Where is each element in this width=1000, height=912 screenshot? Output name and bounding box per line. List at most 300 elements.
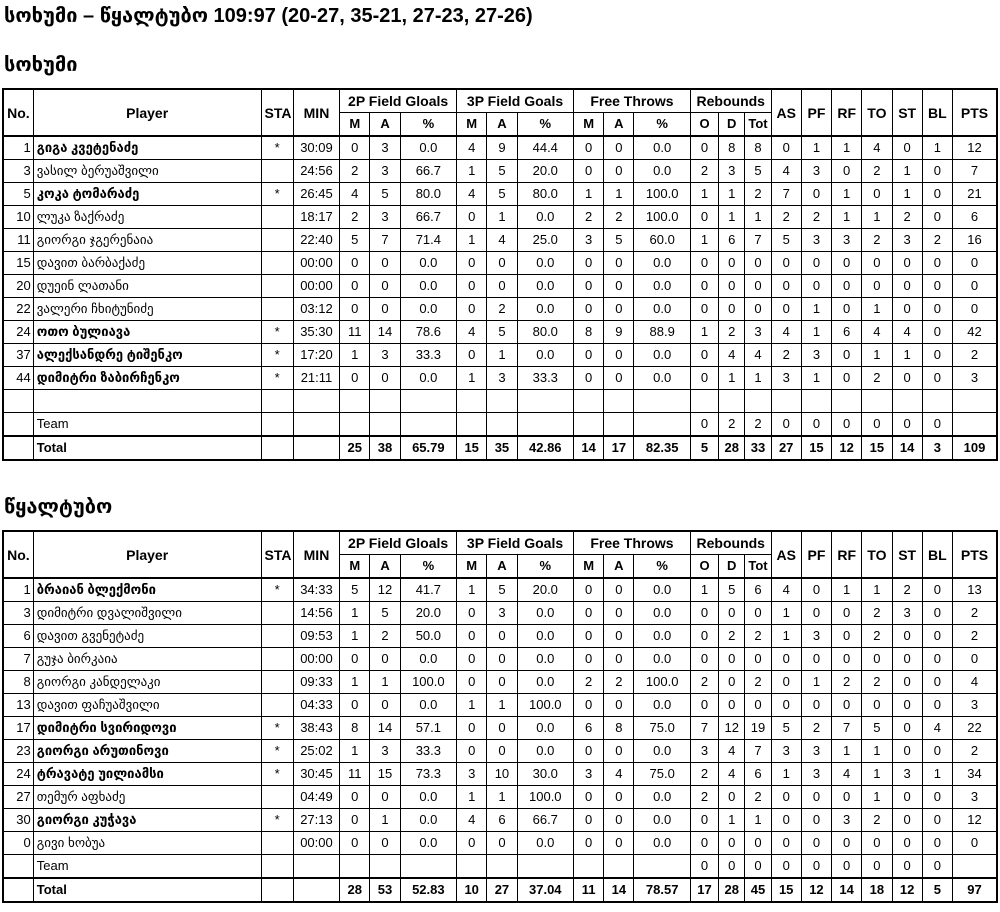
stat-pf: 0 [801,832,831,855]
col-subheader-d: D [719,113,745,137]
stat-d: 0 [719,602,745,625]
header-row [3,531,997,555]
stat-st: 0 [892,298,922,321]
total-a2: 38 [370,436,400,460]
stat-as: 1 [771,763,801,786]
stat-p3: 0.0 [517,740,573,763]
col-group-reb: Rebounds [690,89,771,113]
stat-to: 2 [862,671,892,694]
stat-bl: 4 [922,717,952,740]
stat-a3: 6 [487,809,517,832]
stat-pf_pct: 0.0 [634,648,690,671]
stat-bl: 0 [922,183,952,206]
stat-as: 0 [771,671,801,694]
total-pts: 109 [952,436,997,460]
stat-o: 1 [690,183,718,206]
player-name: დავით ფაჩუაშვილი [33,694,261,717]
stat-p3 [517,390,573,413]
stat-rf: 0 [832,252,862,275]
col-header-to: TO [862,89,892,136]
stat-as: 0 [771,786,801,809]
col-subheader-pct: % [517,555,573,579]
stat-d: 4 [719,344,745,367]
stat-m3: 0 [457,832,487,855]
stat-af: 0 [604,275,634,298]
player-row [3,160,997,183]
player-number: 37 [3,344,33,367]
stat-pf_pct: 0.0 [634,298,690,321]
stat-pts: 0 [952,832,997,855]
stat-a2: 0 [370,832,400,855]
stat-to: 4 [862,321,892,344]
player-name: დიმიტრი დვალიშვილი [33,602,261,625]
stat-o: 7 [690,717,718,740]
stat-af: 0 [604,578,634,602]
stat-as: 2 [771,344,801,367]
stat-mf: 0 [574,694,604,717]
stat-pf_pct: 75.0 [634,763,690,786]
team-stat-as: 0 [771,413,801,437]
stat-m3: 0 [457,344,487,367]
stat-d: 1 [719,367,745,390]
team-stat-af [604,855,634,879]
stat-d: 0 [719,252,745,275]
stat-af: 0 [604,832,634,855]
stat-af: 8 [604,717,634,740]
team-row-label: Team [33,855,261,879]
team-row-sta [261,413,293,437]
total-af: 14 [604,878,634,902]
team-stat-a2 [370,855,400,879]
stat-a2: 1 [370,671,400,694]
stat-rf: 0 [832,786,862,809]
total-to: 18 [862,878,892,902]
stat-as: 3 [771,740,801,763]
player-row [3,602,997,625]
team-title-away: წყალტუბო [4,496,113,518]
stat-as: 0 [771,298,801,321]
total-pf: 12 [801,878,831,902]
player-starter: * [261,344,293,367]
stat-pts: 12 [952,809,997,832]
stat-pts: 34 [952,763,997,786]
stat-a3: 0 [487,671,517,694]
stat-rf: 0 [832,160,862,183]
stat-pf: 0 [801,183,831,206]
stat-m3: 1 [457,694,487,717]
stat-d: 4 [719,740,745,763]
stat-m2: 0 [340,275,370,298]
stat-a3: 9 [487,136,517,160]
team-stat-m2 [340,413,370,437]
stat-af: 9 [604,321,634,344]
stat-a3: 3 [487,367,517,390]
stat-o: 0 [690,832,718,855]
stat-rf [832,390,862,413]
stat-st: 0 [892,625,922,648]
stat-o: 1 [690,321,718,344]
player-name: ოთო ბულიავა [33,321,261,344]
stat-pf: 0 [801,602,831,625]
stat-tot: 5 [745,160,771,183]
stat-pf: 0 [801,648,831,671]
stat-bl: 0 [922,602,952,625]
stat-m2: 1 [340,740,370,763]
stat-pts: 0 [952,252,997,275]
player-minutes: 18:17 [293,206,339,229]
team-row-number [3,413,33,437]
player-number: 22 [3,298,33,321]
player-name [33,390,261,413]
team-stat-m2 [340,855,370,879]
stat-af: 0 [604,136,634,160]
stat-p2: 41.7 [400,578,456,602]
stat-rf: 0 [832,344,862,367]
col-group-ft: Free Throws [574,531,691,555]
player-number: 3 [3,602,33,625]
col-group-ft: Free Throws [574,89,691,113]
stat-a3: 0 [487,740,517,763]
total-st: 12 [892,878,922,902]
col-header-min: MIN [293,531,339,578]
team-stat-o: 0 [690,855,718,879]
stat-st: 2 [892,206,922,229]
stat-bl: 1 [922,763,952,786]
stat-tot: 0 [745,298,771,321]
col-header-no: No. [3,531,33,578]
stat-o: 1 [690,578,718,602]
stat-to: 0 [862,648,892,671]
stat-m3: 4 [457,809,487,832]
stat-pf_pct: 0.0 [634,578,690,602]
stat-a3: 4 [487,229,517,252]
stat-p2: 57.1 [400,717,456,740]
player-number: 8 [3,671,33,694]
stat-af: 4 [604,763,634,786]
player-row [3,832,997,855]
player-number: 30 [3,809,33,832]
total-o: 5 [690,436,718,460]
stat-d: 0 [719,786,745,809]
stat-rf: 3 [832,229,862,252]
stat-m2: 1 [340,344,370,367]
team-stat-mf [574,413,604,437]
player-number: 0 [3,832,33,855]
player-starter [261,671,293,694]
player-name: ვასილ ბერუაშვილი [33,160,261,183]
player-name: თემურ აფხაძე [33,786,261,809]
stat-o: 2 [690,671,718,694]
stat-pf_pct: 0.0 [634,625,690,648]
stat-a2: 1 [370,809,400,832]
player-starter [261,602,293,625]
stat-m3: 4 [457,136,487,160]
stat-m2: 2 [340,206,370,229]
col-group-fg2: 2P Field Gloals [340,89,457,113]
stat-a2: 14 [370,321,400,344]
total-as: 15 [771,878,801,902]
player-number: 20 [3,275,33,298]
stat-p2: 0.0 [400,786,456,809]
stat-p3: 0.0 [517,206,573,229]
player-number: 3 [3,160,33,183]
stat-pf_pct: 60.0 [634,229,690,252]
stat-to: 0 [862,183,892,206]
stat-to: 2 [862,602,892,625]
player-name: გიგა კვეტენაძე [33,136,261,160]
player-name: ალექსანდრე ტიშენკო [33,344,261,367]
stat-p2: 20.0 [400,602,456,625]
total-a3: 35 [487,436,517,460]
col-header-sta: STA [261,531,293,578]
stat-mf: 0 [574,578,604,602]
stat-pts: 2 [952,602,997,625]
stat-p2: 0.0 [400,298,456,321]
stat-m3: 1 [457,229,487,252]
stat-rf: 1 [832,136,862,160]
team-stat-to: 0 [862,855,892,879]
team-stat-mf [574,855,604,879]
stat-af: 0 [604,740,634,763]
stat-pts [952,390,997,413]
stat-p2: 0.0 [400,809,456,832]
stat-pf_pct: 0.0 [634,602,690,625]
player-minutes: 00:00 [293,832,339,855]
stat-a2: 3 [370,160,400,183]
team-stat-pf: 0 [801,855,831,879]
stat-a3: 5 [487,578,517,602]
stat-bl [922,390,952,413]
player-minutes: 00:00 [293,252,339,275]
player-minutes: 24:56 [293,160,339,183]
col-subheader-o: O [690,555,718,579]
stat-p2: 50.0 [400,625,456,648]
stat-m2 [340,390,370,413]
stat-as: 0 [771,648,801,671]
box-score-table-away [2,530,998,903]
col-header-pts: PTS [952,531,997,578]
stat-d: 8 [719,136,745,160]
col-subheader-a: A [370,113,400,137]
stat-to: 2 [862,809,892,832]
stat-af: 0 [604,252,634,275]
stat-mf: 6 [574,717,604,740]
col-subheader-d: D [719,555,745,579]
stat-rf: 0 [832,694,862,717]
stat-to: 1 [862,344,892,367]
player-minutes: 30:45 [293,763,339,786]
total-pf_pct: 78.57 [634,878,690,902]
stat-p2: 0.0 [400,832,456,855]
stat-st: 3 [892,229,922,252]
player-name: დიმიტრი სვირიდოვი [33,717,261,740]
player-name: გიორგი კანდელაკი [33,671,261,694]
total-mf: 14 [574,436,604,460]
player-number: 44 [3,367,33,390]
total-number [3,878,33,902]
stat-rf: 0 [832,602,862,625]
stat-a3 [487,390,517,413]
stat-a3: 2 [487,298,517,321]
stat-rf: 4 [832,763,862,786]
stat-to: 2 [862,367,892,390]
player-name: გივი ხობუა [33,832,261,855]
stat-tot: 6 [745,763,771,786]
stat-tot: 19 [745,717,771,740]
player-starter [261,786,293,809]
player-row [3,578,997,602]
stat-a3: 5 [487,183,517,206]
stat-tot: 7 [745,740,771,763]
stat-pf_pct: 0.0 [634,136,690,160]
stat-as: 7 [771,183,801,206]
player-row [3,740,997,763]
player-starter: * [261,183,293,206]
player-starter: * [261,321,293,344]
player-row [3,717,997,740]
player-minutes: 00:00 [293,648,339,671]
stat-p3: 0.0 [517,717,573,740]
total-pf: 15 [801,436,831,460]
stat-st: 0 [892,786,922,809]
stat-as: 0 [771,832,801,855]
col-group-fg2: 2P Field Gloals [340,531,457,555]
stat-bl: 0 [922,578,952,602]
col-header-bl: BL [922,89,952,136]
stat-af: 0 [604,694,634,717]
stat-o: 3 [690,740,718,763]
stat-p2: 0.0 [400,275,456,298]
stat-pf: 1 [801,136,831,160]
team-row-sta [261,855,293,879]
stat-p2: 73.3 [400,763,456,786]
stat-o: 2 [690,160,718,183]
stat-o: 0 [690,136,718,160]
player-minutes: 09:53 [293,625,339,648]
col-header-as: AS [771,89,801,136]
player-row [3,229,997,252]
team-stat-pts [952,855,997,879]
stat-rf: 1 [832,206,862,229]
box-score-table-home [2,88,998,461]
stat-d: 0 [719,832,745,855]
player-number: 13 [3,694,33,717]
stat-a3: 10 [487,763,517,786]
stat-pf: 3 [801,763,831,786]
stat-a3: 1 [487,206,517,229]
stat-as: 0 [771,809,801,832]
player-row [3,648,997,671]
total-d: 28 [719,878,745,902]
stat-m2: 5 [340,229,370,252]
stat-mf: 0 [574,648,604,671]
stat-bl: 0 [922,671,952,694]
total-row [3,436,997,460]
stat-m3: 4 [457,183,487,206]
stat-pf_pct: 0.0 [634,786,690,809]
player-name: ტრავატე უილიამსი [33,763,261,786]
col-subheader-tot: Tot [745,113,771,137]
player-row [3,763,997,786]
player-row [3,625,997,648]
player-number: 6 [3,625,33,648]
total-label: Total [33,878,261,902]
stat-o: 2 [690,763,718,786]
player-starter: * [261,740,293,763]
stat-tot: 2 [745,786,771,809]
stat-d: 0 [719,275,745,298]
stat-to: 5 [862,717,892,740]
stat-m3: 0 [457,252,487,275]
stat-m3: 0 [457,602,487,625]
player-starter: * [261,763,293,786]
stat-mf: 0 [574,136,604,160]
stat-to: 2 [862,625,892,648]
stat-a2: 0 [370,648,400,671]
stat-tot [745,390,771,413]
stat-bl: 0 [922,275,952,298]
stat-a3: 0 [487,275,517,298]
total-min [293,878,339,902]
stat-mf: 0 [574,367,604,390]
stat-tot: 1 [745,809,771,832]
col-group-reb: Rebounds [690,531,771,555]
stat-tot: 4 [745,344,771,367]
stat-o: 0 [690,694,718,717]
player-minutes: 14:56 [293,602,339,625]
stat-rf: 0 [832,367,862,390]
stat-o: 0 [690,602,718,625]
stat-pf: 0 [801,809,831,832]
stat-d: 2 [719,321,745,344]
total-label: Total [33,436,261,460]
stat-a2: 14 [370,717,400,740]
total-m3: 10 [457,878,487,902]
player-name: ბრაიან ბლექმონი [33,578,261,602]
player-number: 24 [3,763,33,786]
player-minutes: 21:11 [293,367,339,390]
stat-pts: 3 [952,786,997,809]
stat-p3: 0.0 [517,602,573,625]
stat-d [719,390,745,413]
stat-pf_pct: 0.0 [634,740,690,763]
stat-mf: 0 [574,298,604,321]
player-row [3,344,997,367]
stat-to: 2 [862,160,892,183]
stat-p3: 66.7 [517,809,573,832]
stat-pf_pct: 100.0 [634,206,690,229]
col-subheader-m: M [340,555,370,579]
team-stat-tot: 2 [745,413,771,437]
team-row [3,855,997,879]
stat-rf: 0 [832,832,862,855]
team-stat-pf_pct [634,413,690,437]
stat-pf: 0 [801,694,831,717]
stat-pts: 0 [952,648,997,671]
stat-m2: 0 [340,298,370,321]
player-minutes: 09:33 [293,671,339,694]
player-starter [261,832,293,855]
stat-af [604,390,634,413]
stat-tot: 1 [745,206,771,229]
total-to: 15 [862,436,892,460]
total-as: 27 [771,436,801,460]
stat-pts: 2 [952,625,997,648]
stat-tot: 0 [745,832,771,855]
total-pts: 97 [952,878,997,902]
stat-af: 0 [604,786,634,809]
stat-af: 0 [604,367,634,390]
